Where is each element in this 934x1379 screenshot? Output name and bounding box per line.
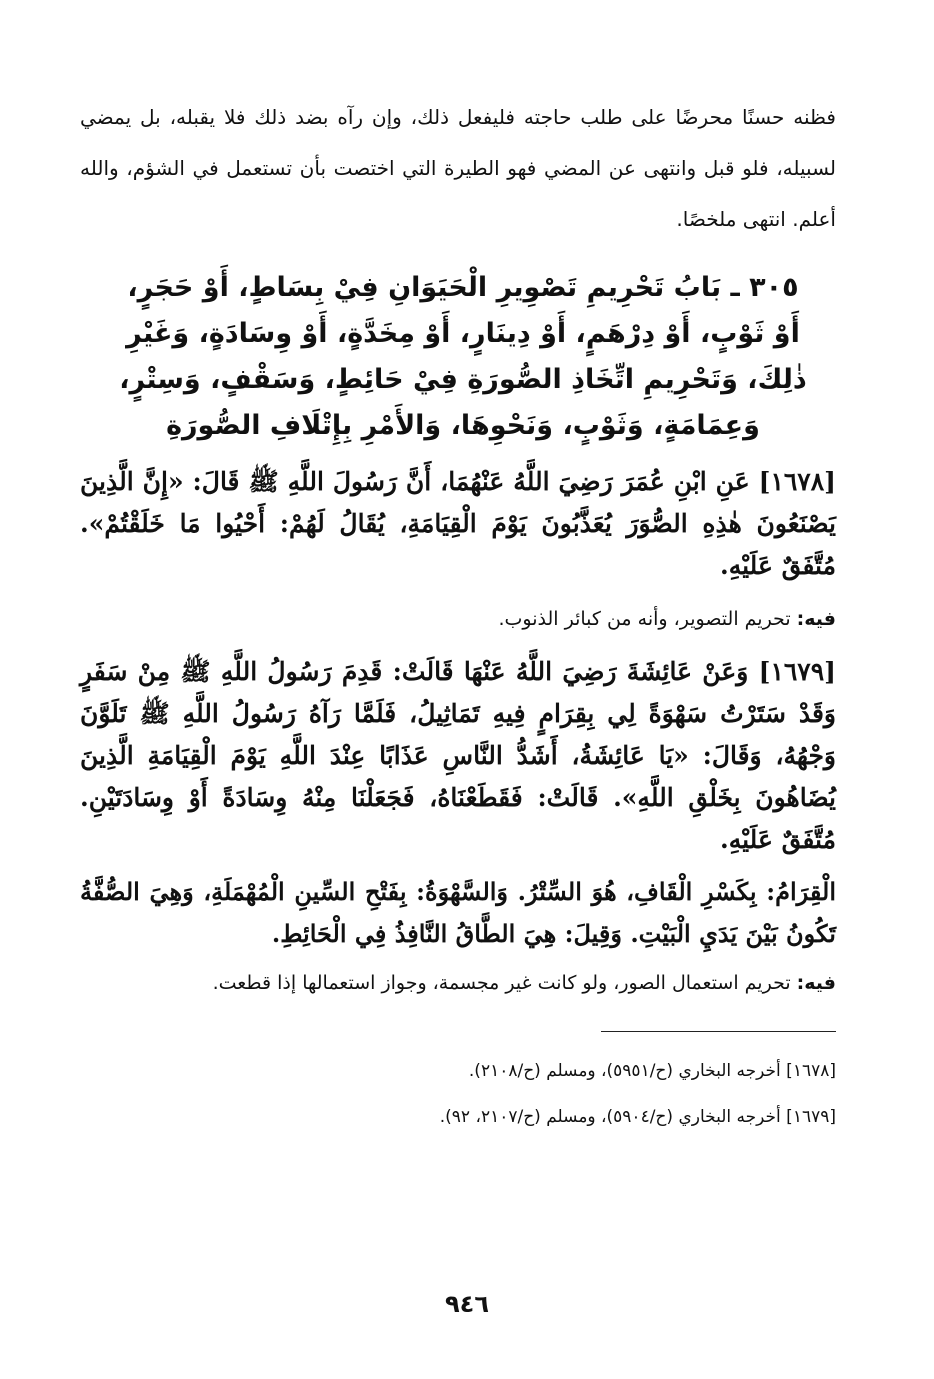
note-label: فيه: xyxy=(796,972,836,994)
page-number: ٩٤٦ xyxy=(445,1290,489,1318)
hadith-1678: [١٦٧٨] عَنِ ابْنِ عُمَرَ رَضِيَ اللَّهُ عَنْهُمَا، أَنَّ رَسُولَ اللَّهِ ﷺ قَالَ: «إِنَّ الَّذِينَ يَصْنَعُونَ هٰذِهِ الصُّوَرَ يُعَذَّبُونَ يَوْمَ الْقِيَامَةِ، يُقَالُ لَهُمْ: أَحْيُوا مَا خَلَقْتُمْ». مُتَّفَقٌ عَلَيْهِ. xyxy=(80,467,836,580)
footnote-1678: [١٦٧٨] أخرجه البخاري (ح/٥٩٥١)، ومسلم (ح/٢١٠٨). xyxy=(468,1061,836,1081)
word-explanation: الْقِرَامُ: بِكَسْرِ الْقَافِ، هُوَ السِّتْرُ. وَالسَّهْوَةُ: بِفَتْحِ السِّينِ الْمُهْمَلَةِ، وَهِيَ الصُّفَّةُ تَكُونُ بَيْنَ يَدَيِ الْبَيْتِ. وَقِيلَ: هِيَ الطَّاقُ النَّافِذُ فِي الْحَائِطِ. xyxy=(80,877,836,948)
note-text: تحريم التصوير، وأنه من كبائر الذنوب. xyxy=(498,608,791,630)
note-1679 xyxy=(80,961,836,1005)
footnote-divider xyxy=(601,1031,836,1032)
footnote-1679: [١٦٧٩] أخرجه البخاري (ح/٥٩٠٤)، ومسلم (ح/٢١٠٧، ٩٢). xyxy=(439,1107,836,1127)
note-1678 xyxy=(80,597,836,641)
chapter-heading: ٣٠٥ ـ بَابُ تَحْرِيمِ تَصْوِيرِ الْحَيَوَانِ فِيْ بِسَاطٍ، أَوْ حَجَرٍ، أَوْ ثَوْبٍ، أَوْ دِرْهَمٍ، أَوْ دِينَارٍ، أَوْ مِخَدَّةٍ، أَوْ وِسَادَةٍ، وَغَيْرِ ذٰلِكَ، وَتَحْرِيمِ اتِّخَاذِ الصُّورَةِ فِيْ حَائِطٍ، وَسَقْفٍ، وَسِتْرٍ، وَعِمَامَةٍ، وَثَوْبٍ، وَنَحْوِهَا، وَالأَمْرِ بِإِتْلَافِ الصُّورَةِ xyxy=(119,272,807,441)
note-text: تحريم استعمال الصور، ولو كانت غير مجسمة، وجواز استعمالها إذا قطعت. xyxy=(212,972,791,994)
note-label: فيه: xyxy=(796,608,836,630)
intro-paragraph: فظنه حسنًا محرضًا على طلب حاجته فليفعل ذلك، وإن رآه بضد ذلك فلا يقبله، بل يمضي لسبيله، فلو قبل وانتهى عن المضي فهو الطيرة التي اختصت بأن تستعمل في الشؤم، والله أعلم. انتهى ملخصًا. xyxy=(80,105,836,231)
hadith-1679: [١٦٧٩] وَعَنْ عَائِشَةَ رَضِيَ اللَّهُ عَنْهَا قَالَتْ: قَدِمَ رَسُولُ اللَّهِ ﷺ مِنْ سَفَرٍ وَقَدْ سَتَرْتُ سَهْوَةً لِي بِقِرَامٍ فِيهِ تَمَاثِيلُ، فَلَمَّا رَآهُ رَسُولُ اللَّهِ ﷺ تَلَوَّنَ وَجْهُهُ، وَقَالَ: «يَا عَائِشَةُ، أَشَدُّ النَّاسِ عَذَابًا عِنْدَ اللَّهِ يَوْمَ الْقِيَامَةِ الَّذِينَ يُضَاهُونَ بِخَلْقِ اللَّهِ». قَالَتْ: فَقَطَعْنَاهُ، فَجَعَلْنَا مِنْهُ وِسَادَةً أَوْ وِسَادَتَيْنِ. مُتَّفَقٌ عَلَيْهِ. xyxy=(80,657,836,854)
